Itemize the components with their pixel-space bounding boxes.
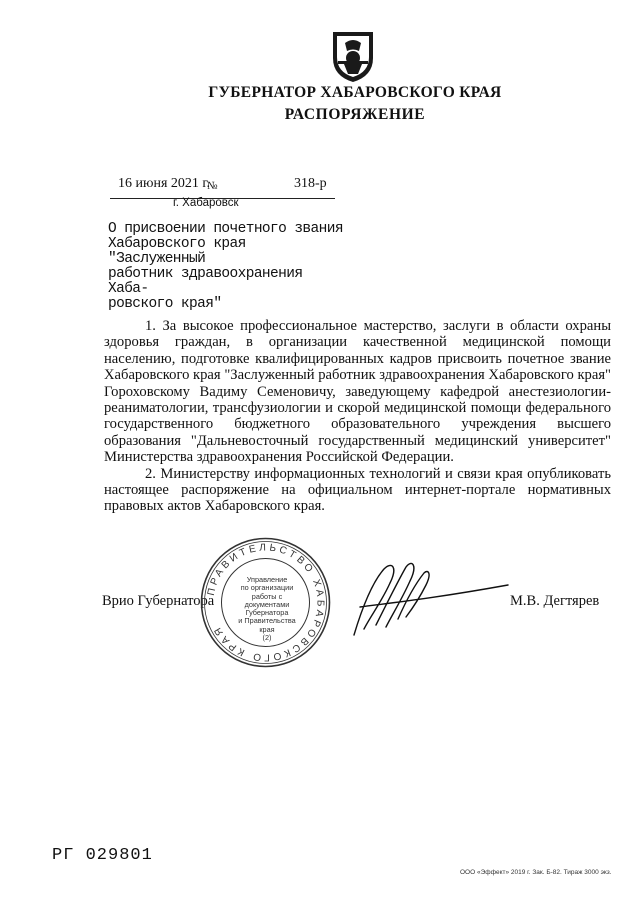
document-body [104,318,611,515]
stamp-ring-text: ПРАВИТЕЛЬСТВО ХАБАРОВСКОГО КРАЯ [205,542,326,663]
printer-info: ООО «Эффект» 2019 г. Зак. Б-82. Тираж 3000 экз. [460,869,612,876]
stamp-line: работы с документами [244,591,290,609]
coat-of-arms-icon [330,28,376,84]
subject-line: работник здравоохранения Хаба- [108,266,303,297]
paragraph-2: 2. Министерству информационных технологий и связи края опубликовать настоящее распоряжение на официальном интернет-портале нормативных правовых актов Хабаровского края. [104,465,611,515]
handwritten-signature-icon [340,555,510,645]
document-city: г. Хабаровск [173,197,239,209]
signatory-position: Врио Губернатора [102,593,215,609]
stamp-line: Управление [246,575,288,584]
stamp-inner-text [230,576,304,642]
document-date: 16 июня 2021 г. [118,176,211,191]
signatory-name: М.В. Дегтярев [510,593,600,609]
document-number: 318-р [294,176,327,191]
subject-line: О присвоении почетного звания [108,221,343,237]
stamp-line: по организации [240,583,294,593]
document-heading: ГУБЕРНАТОР ХАБАРОВСКОГО КРАЯ [208,84,502,101]
number-sign: № [207,180,218,192]
subject-line: ровского края" [108,296,222,312]
stamp-line: края [259,624,275,634]
document-subject [108,222,348,312]
stamp-line: и Правительства [238,616,296,626]
document-type: РАСПОРЯЖЕНИЕ [284,106,426,123]
paragraph-1: 1. За высокое профессиональное мастерство, заслуги в области охраны здоровья граждан, в организации качественной медицинской помощи населению, подготовке квалифицированных кадров присвоить почетное звание Хабаровского края "Заслуженный работник здравоохранения Хабаровского края" Гороховскому Вадиму Семеновичу, заведующему кафедрой анестезиологии-реаниматологии, трансфузиологии и скорой медицинской помощи федерального государственного бюджетного образовательного учреждения высшего образования "Дальневосточный государственный медицинский университет" Министерства здравоохранения Российской Федерации. [104,318,611,466]
serial-number: РГ 029801 [52,846,153,865]
subject-line: Хабаровского края "Заслуженный [108,236,246,267]
stamp-line: Губернатора [245,608,289,618]
stamp-line: (2) [262,633,272,643]
